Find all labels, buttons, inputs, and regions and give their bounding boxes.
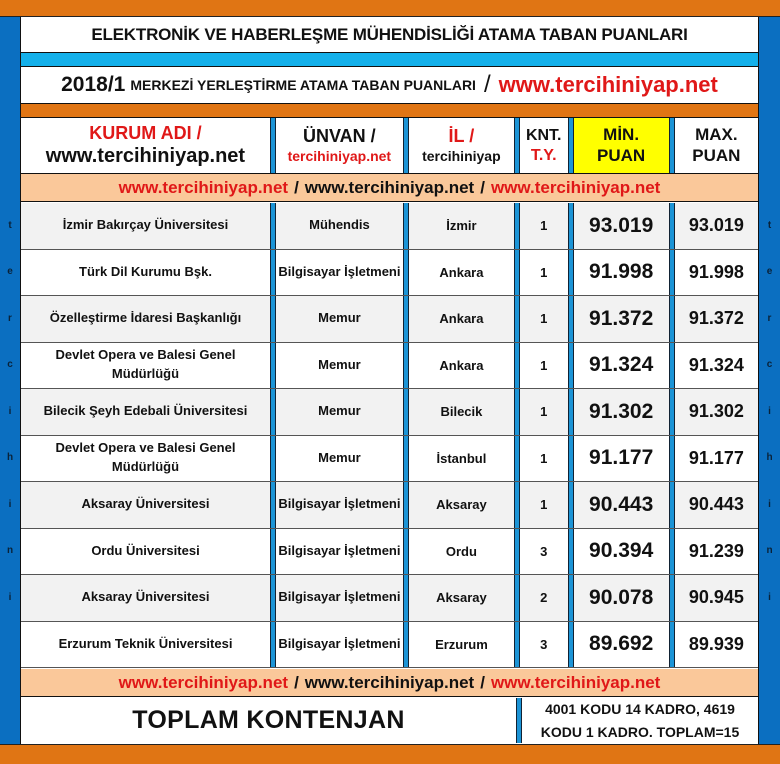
table-row — [21, 622, 758, 669]
subtitle-site-link[interactable]: www.tercihiniyap.net — [498, 72, 718, 97]
cell-min-puan: 91.302 — [589, 399, 654, 423]
total-label: TOPLAM KONTENJAN — [132, 706, 405, 734]
header-kurum-site: www.tercihiniyap.net — [45, 145, 246, 168]
site-banner-top — [21, 174, 758, 202]
header-unvan-site: tercihiniyap.net — [287, 147, 392, 164]
banner-link[interactable]: www.tercihiniyap.net — [118, 672, 289, 692]
cell-min-puan: 91.372 — [589, 306, 654, 330]
header-unvan-label: ÜNVAN / — [303, 126, 376, 147]
side-letter: i — [8, 498, 12, 510]
cell-max-puan: 90.945 — [688, 587, 744, 608]
header-knt-sub: T.Y. — [530, 146, 557, 164]
main-content — [20, 17, 759, 744]
cell-unvan: Memur — [318, 403, 361, 419]
cell-min-puan: 90.443 — [589, 492, 654, 516]
total-note — [522, 698, 758, 743]
cell-unvan: Bilgisayar İşletmeni — [278, 589, 401, 605]
top-orange-bar — [0, 0, 780, 17]
header-knt — [520, 118, 568, 173]
cell-max-puan: 93.019 — [688, 215, 744, 236]
banner-link[interactable]: www.tercihiniyap.net — [490, 177, 661, 197]
banner-link[interactable]: www.tercihiniyap.net — [118, 177, 289, 197]
table-row — [21, 436, 758, 483]
header-knt-label: KNT. — [525, 127, 562, 145]
total-note-line1: 4001 KODU 14 KADRO, 4619 — [545, 701, 735, 718]
cell-il: Ankara — [439, 357, 484, 373]
header-kurum — [21, 118, 270, 173]
header-max-label: MAX. — [695, 125, 738, 145]
header-max-sub: PUAN — [692, 145, 741, 165]
divider-light-blue — [21, 53, 758, 67]
cell-il: İzmir — [446, 218, 477, 234]
table-row — [21, 529, 758, 576]
cell-il: Ankara — [439, 264, 484, 280]
side-letter: i — [8, 405, 12, 417]
banner-slash: / — [294, 672, 299, 692]
side-letter: h — [6, 452, 14, 464]
table-row — [21, 389, 758, 436]
cell-min-puan: 91.998 — [589, 260, 654, 284]
cell-kontenjan: 1 — [540, 264, 548, 280]
header-il-label: İL / — [448, 126, 475, 147]
banner-slash: / — [294, 177, 299, 197]
cell-kontenjan: 3 — [540, 636, 548, 652]
cell-kurum: Türk Dil Kurumu Bşk. — [79, 263, 212, 279]
cell-kurum: Aksaray Üniversitesi — [81, 589, 210, 605]
table-row — [21, 250, 758, 297]
cell-max-puan: 91.998 — [688, 261, 744, 282]
cell-unvan: Bilgisayar İşletmeni — [278, 542, 401, 558]
cell-max-puan: 91.302 — [688, 401, 744, 422]
side-letter: r — [8, 312, 12, 324]
banner-slash: / — [480, 672, 485, 692]
left-side-letters — [0, 202, 20, 621]
cell-il: Ordu — [445, 543, 477, 559]
cell-kurum: Bilecik Şeyh Edebali Üniversitesi — [43, 403, 248, 419]
cell-min-puan: 90.394 — [589, 539, 654, 563]
total-row — [21, 698, 758, 743]
side-letter: n — [6, 545, 14, 557]
side-letter: t — [8, 219, 12, 231]
cell-unvan: Bilgisayar İşletmeni — [278, 496, 401, 512]
cell-kontenjan: 1 — [540, 357, 548, 373]
cell-il: İstanbul — [436, 450, 487, 466]
cell-kontenjan: 1 — [540, 497, 548, 513]
side-letter: i — [768, 405, 771, 417]
subtitle-text: MERKEZİ YERLEŞTİRME ATAMA TABAN PUANLARI — [130, 77, 476, 93]
cell-unvan: Memur — [318, 449, 361, 465]
cell-min-puan: 90.078 — [589, 585, 654, 609]
banner-link[interactable]: www.tercihiniyap.net — [304, 672, 475, 692]
cell-unvan: Mühendis — [309, 217, 370, 233]
header-il-site: tercihiniyap — [422, 147, 501, 164]
header-min-sub: PUAN — [597, 145, 646, 165]
side-letter: i — [8, 591, 12, 603]
cell-kontenjan: 1 — [540, 218, 548, 234]
banner-link[interactable]: www.tercihiniyap.net — [490, 672, 661, 692]
side-letter: c — [7, 359, 13, 371]
table-row — [21, 203, 758, 250]
side-letter: i — [768, 498, 771, 510]
cell-unvan: Memur — [318, 310, 361, 326]
page-title: ELEKTRONİK VE HABERLEŞME MÜHENDİSLİĞİ ATAMA TABAN PUANLARI — [21, 17, 758, 53]
table-row — [21, 343, 758, 390]
side-letter: c — [766, 359, 773, 371]
cell-kontenjan: 1 — [540, 311, 548, 327]
cell-max-puan: 91.324 — [688, 354, 744, 375]
cell-unvan: Bilgisayar İşletmeni — [278, 263, 401, 279]
side-letter: h — [766, 452, 773, 464]
subtitle — [21, 67, 758, 104]
cell-kontenjan: 1 — [540, 450, 548, 466]
cell-max-puan: 91.177 — [688, 447, 744, 468]
cell-unvan: Memur — [318, 356, 361, 372]
side-letter: i — [768, 591, 771, 603]
cell-max-puan: 89.939 — [688, 633, 744, 654]
cell-il: Aksaray — [436, 497, 487, 513]
cell-kurum: İzmir Bakırçay Üniversitesi — [62, 217, 229, 233]
side-letter: n — [766, 545, 773, 557]
header-il — [409, 118, 514, 173]
table-row — [21, 575, 758, 622]
cell-kontenjan: 1 — [540, 404, 548, 420]
bottom-orange-bar — [0, 744, 780, 764]
cell-il: Aksaray — [436, 590, 487, 606]
cell-unvan: Bilgisayar İşletmeni — [278, 635, 401, 651]
cell-il: Ankara — [439, 311, 484, 327]
cell-max-puan: 90.443 — [688, 494, 744, 515]
subtitle-period: 2018/1 — [61, 73, 126, 96]
table-row — [21, 296, 758, 343]
cell-min-puan: 91.177 — [589, 446, 654, 470]
side-letter: r — [767, 312, 772, 324]
table-header — [21, 118, 758, 174]
cell-kontenjan: 3 — [540, 543, 548, 559]
cell-min-puan: 93.019 — [589, 213, 654, 237]
cell-max-puan: 91.239 — [688, 540, 744, 561]
cell-max-puan: 91.372 — [688, 308, 744, 329]
divider-orange — [21, 104, 758, 118]
right-side-letters — [759, 202, 780, 621]
subtitle-slash: / — [483, 71, 491, 98]
site-banner-bottom — [21, 669, 758, 697]
total-note-line2: KODU 1 KADRO. TOPLAM=15 — [540, 723, 740, 740]
cell-kurum: Devlet Opera ve Balesi Genel Müdürlüğü — [55, 440, 236, 475]
banner-slash: / — [480, 177, 485, 197]
banner-link[interactable]: www.tercihiniyap.net — [304, 177, 475, 197]
cell-il: Erzurum — [435, 636, 488, 652]
cell-kurum: Aksaray Üniversitesi — [81, 496, 210, 512]
side-letter: t — [767, 219, 772, 231]
cell-il: Bilecik — [440, 404, 483, 420]
side-letter: e — [766, 266, 773, 278]
cell-kurum: Erzurum Teknik Üniversitesi — [58, 635, 233, 651]
header-max — [675, 118, 758, 173]
cell-kontenjan: 2 — [540, 590, 548, 606]
header-unvan — [276, 118, 403, 173]
table-row — [21, 482, 758, 529]
cell-kurum: Devlet Opera ve Balesi Genel Müdürlüğü — [55, 347, 236, 382]
cell-kurum: Ordu Üniversitesi — [91, 542, 200, 558]
header-min-label: MİN. — [603, 125, 640, 145]
side-letter: e — [7, 266, 13, 278]
header-min — [574, 118, 669, 173]
cell-min-puan: 89.692 — [589, 632, 654, 656]
header-kurum-label: KURUM ADI / — [89, 122, 202, 143]
cell-kurum: Özelleştirme İdaresi Başkanlığı — [49, 310, 242, 326]
cell-min-puan: 91.324 — [589, 353, 654, 377]
